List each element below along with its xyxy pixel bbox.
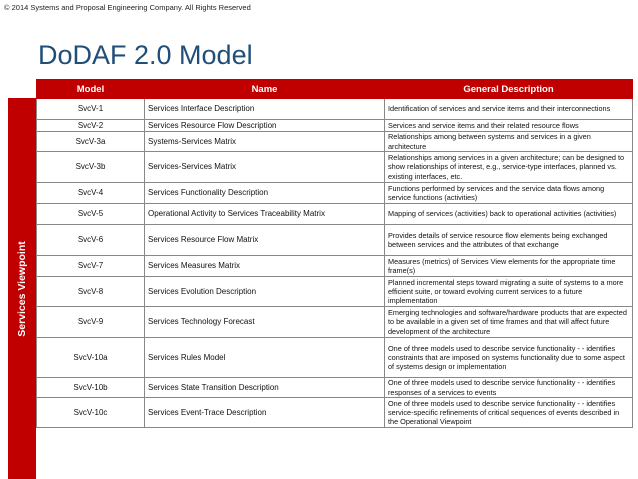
models-table <box>36 79 633 428</box>
row-name: Services Event-Trace Description <box>145 398 385 428</box>
row-name: Services Resource Flow Description <box>145 120 385 132</box>
row-name: Services-Services Matrix <box>145 152 385 183</box>
row-name: Services Technology Forecast <box>145 307 385 338</box>
row-description: One of three models used to describe service functionality - - identifies service-specific refinements of critical sequences of events described in the Operational Viewpoint <box>385 398 633 428</box>
table-row <box>37 120 633 132</box>
viewpoint-label: Services Viewpoint <box>16 241 28 337</box>
row-description: Measures (metrics) of Services View elements for the appropriate time frame(s) <box>385 256 633 277</box>
header-description: General Description <box>385 80 633 99</box>
table-row <box>37 225 633 256</box>
row-model: SvcV-10b <box>37 378 145 398</box>
table-row <box>37 132 633 152</box>
table-row <box>37 204 633 225</box>
table-row <box>37 152 633 183</box>
table-row <box>37 338 633 378</box>
row-model: SvcV-2 <box>37 120 145 132</box>
row-name: Systems-Services Matrix <box>145 132 385 152</box>
row-model: SvcV-3b <box>37 152 145 183</box>
row-description: Functions performed by services and the service data flows among service functions (activities) <box>385 183 633 204</box>
row-model: SvcV-7 <box>37 256 145 277</box>
slide-title: DoDAF 2.0 Model <box>38 40 253 70</box>
row-model: SvcV-9 <box>37 307 145 338</box>
table-row <box>37 99 633 120</box>
row-name: Services Measures Matrix <box>145 256 385 277</box>
row-name: Services Interface Description <box>145 99 385 120</box>
row-description: Planned incremental steps toward migrating a suite of systems to a more efficient suite, or toward evolving current services to a future implementation <box>385 277 633 307</box>
row-name: Services Functionality Description <box>145 183 385 204</box>
table-row <box>37 277 633 307</box>
table-row <box>37 378 633 398</box>
row-name: Services State Transition Description <box>145 378 385 398</box>
row-description: Mapping of services (activities) back to operational activities (activities) <box>385 204 633 225</box>
row-name: Operational Activity to Services Traceability Matrix <box>145 204 385 225</box>
row-model: SvcV-1 <box>37 99 145 120</box>
table-row <box>37 307 633 338</box>
row-description: Services and service items and their related resource flows <box>385 120 633 132</box>
row-description: One of three models used to describe service functionality - - identifies responses of a services to events <box>385 378 633 398</box>
row-model: SvcV-5 <box>37 204 145 225</box>
row-description: Relationships among between systems and services in a given architecture <box>385 132 633 152</box>
row-description: One of three models used to describe service functionality - - identifies constraints that are imposed on systems functionality due to some aspect of systems design or implementation <box>385 338 633 378</box>
row-description: Identification of services and service items and their interconnections <box>385 99 633 120</box>
row-model: SvcV-3a <box>37 132 145 152</box>
header-name: Name <box>145 80 385 99</box>
row-model: SvcV-4 <box>37 183 145 204</box>
row-description: Provides details of service resource flow elements being exchanged between services and the attributes of that exchange <box>385 225 633 256</box>
row-name: Services Evolution Description <box>145 277 385 307</box>
row-description: Emerging technologies and software/hardware products that are expected to be available in a given set of time frames and that will affect future development of the architecture <box>385 307 633 338</box>
table-header-row <box>37 80 633 99</box>
row-description: Relationships among services in a given architecture; can be designed to show relationships of interest, e.g., service-type interfaces, planned vs. existing interfaces, etc. <box>385 152 633 183</box>
header-model: Model <box>37 80 145 99</box>
row-model: SvcV-10c <box>37 398 145 428</box>
row-name: Services Rules Model <box>145 338 385 378</box>
row-model: SvcV-8 <box>37 277 145 307</box>
row-model: SvcV-6 <box>37 225 145 256</box>
table-row <box>37 183 633 204</box>
row-model: SvcV-10a <box>37 338 145 378</box>
table-row <box>37 398 633 428</box>
copyright-notice: © 2014 Systems and Proposal Engineering Company. All Rights Reserved <box>4 3 251 12</box>
row-name: Services Resource Flow Matrix <box>145 225 385 256</box>
table-row <box>37 256 633 277</box>
